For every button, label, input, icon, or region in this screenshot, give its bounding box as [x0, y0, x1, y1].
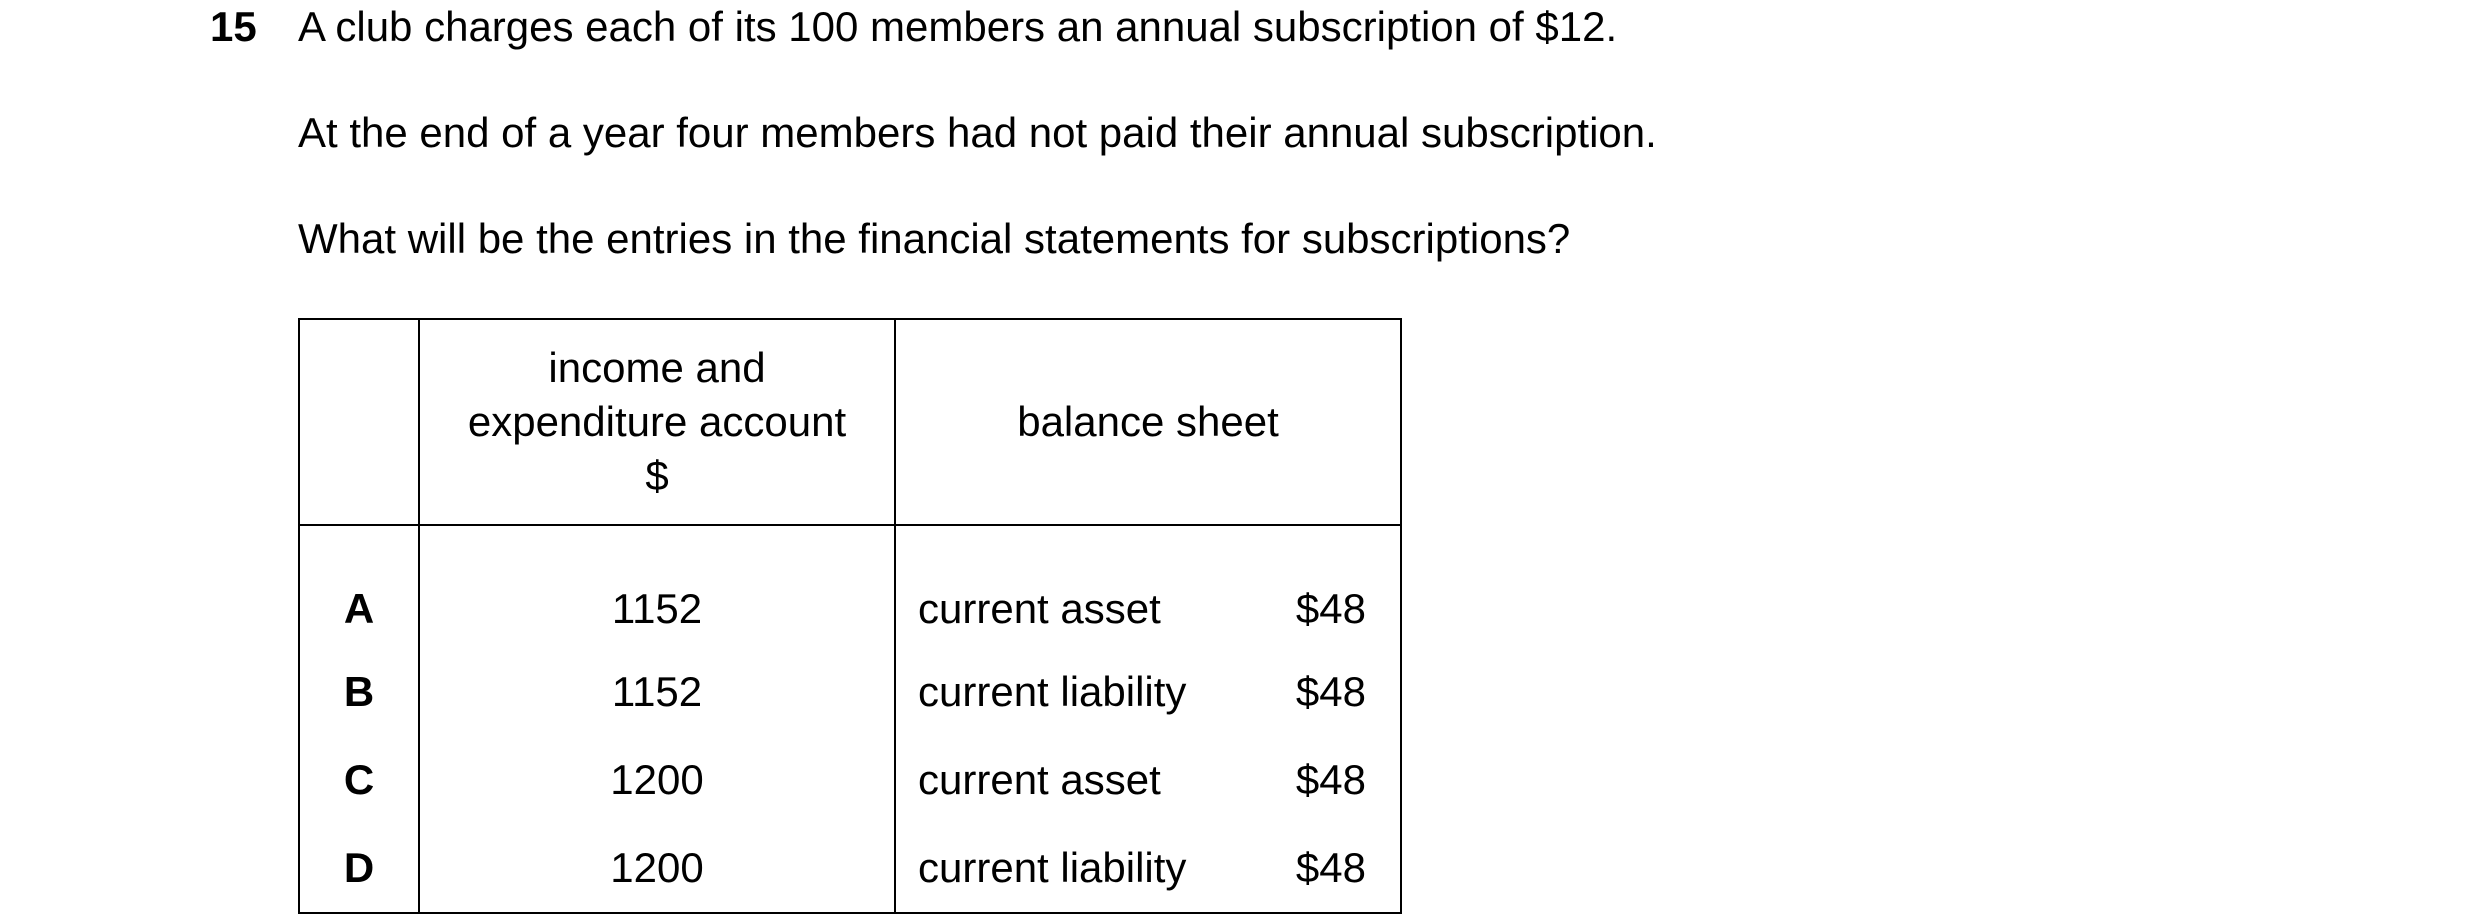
balance-sheet-value: $48	[1295, 844, 1366, 891]
option-label: D	[299, 824, 419, 913]
balance-sheet-label: current asset	[918, 756, 1161, 803]
balance-sheet-cell	[895, 525, 1401, 648]
income-expenditure-amount: 1152	[419, 648, 895, 736]
option-label: C	[299, 736, 419, 824]
balance-sheet-label: current asset	[918, 585, 1161, 632]
income-expenditure-amount: 1200	[419, 824, 895, 913]
option-label: B	[299, 648, 419, 736]
answer-options-table	[298, 318, 1402, 914]
balance-sheet-label: current liability	[918, 844, 1187, 891]
header-ie-line-2: expenditure account	[467, 398, 847, 445]
table-row	[299, 648, 1401, 736]
header-balance-sheet: balance sheet	[895, 319, 1401, 525]
table-row	[299, 824, 1401, 913]
question-text-line-2: At the end of a year four members had not paid their annual subscription.	[298, 109, 1657, 156]
question-text-line-3: What will be the entries in the financial statements for subscriptions?	[298, 215, 1571, 262]
balance-sheet-cell	[895, 648, 1401, 736]
table-row	[299, 525, 1401, 648]
balance-sheet-cell	[895, 824, 1401, 913]
balance-sheet-label: current liability	[918, 668, 1187, 715]
header-ie-line-1: income and	[548, 344, 766, 391]
income-expenditure-amount: 1200	[419, 736, 895, 824]
balance-sheet-value: $48	[1295, 756, 1366, 803]
question-number: 15	[210, 3, 257, 50]
income-expenditure-amount: 1152	[419, 525, 895, 648]
question-text-line-1: A club charges each of its 100 members an annual subscription of $12.	[298, 3, 1618, 50]
option-label: A	[299, 525, 419, 648]
header-income-expenditure	[419, 319, 895, 525]
header-ie-line-3: $	[645, 452, 669, 499]
table-row	[299, 736, 1401, 824]
balance-sheet-value: $48	[1295, 668, 1366, 715]
balance-sheet-value: $48	[1295, 585, 1366, 632]
balance-sheet-cell	[895, 736, 1401, 824]
header-option	[299, 319, 419, 525]
table-header-row	[299, 319, 1401, 525]
